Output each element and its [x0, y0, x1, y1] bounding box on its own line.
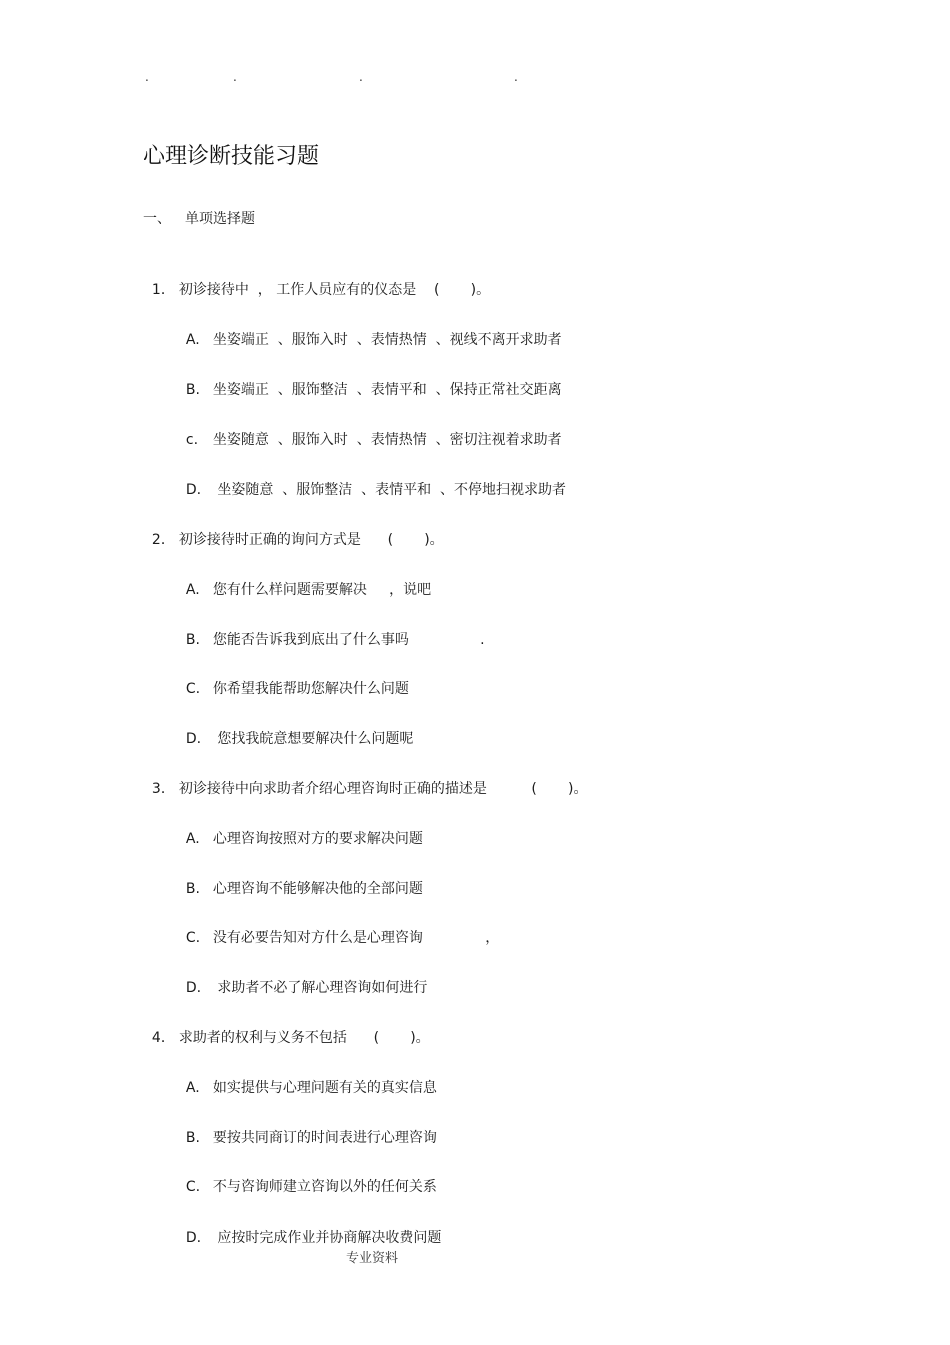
question-number: 2． — [151, 532, 175, 548]
question-4-option-c — [177, 1157, 437, 1197]
question-2 — [143, 510, 444, 550]
option-letter: D. — [185, 482, 202, 498]
option-letter: A. — [185, 582, 200, 598]
question-2-option-d — [177, 709, 413, 749]
option-text: 坐姿随意 、服饰整洁 、表情平和 、不停地扫视求助者 — [212, 482, 567, 498]
question-text: 初诊接待时正确的询问方式是 ( )。 — [178, 532, 444, 548]
option-text: 没有必要告知对方什么是心理咨询 ， — [212, 930, 500, 946]
question-text: 初诊接待中向求助者介绍心理咨询时正确的描述是 ( )。 — [178, 781, 588, 797]
page-footer: 专业资料 — [346, 1251, 399, 1266]
option-text: 您找我皖意想要解决什么问题呢 — [212, 731, 414, 747]
option-letter: B. — [185, 382, 200, 398]
question-1-option-a — [177, 310, 562, 350]
section-title: 单项选择题 — [185, 211, 255, 227]
option-letter: C. — [185, 930, 201, 946]
question-text: 初诊接待中 ， 工作人员应有的仪态是 ( )。 — [178, 282, 491, 298]
header-dot: . — [514, 70, 518, 84]
option-text: 如实提供与心理问题有关的真实信息 — [212, 1080, 437, 1096]
option-letter: A. — [185, 1080, 200, 1096]
option-text: 坐姿端正 、服饰入时 、表情热情 、视线不离开求助者 — [212, 332, 562, 348]
option-text: 求助者不必了解心理咨询如何进行 — [212, 980, 428, 996]
question-4-option-d — [177, 1208, 441, 1248]
option-letter: D. — [185, 731, 202, 747]
option-text: 您有什么样问题需要解决 ，说吧 — [212, 582, 432, 598]
option-text: 心理咨询不能够解决他的全部问题 — [212, 881, 423, 897]
option-letter: D. — [185, 1230, 202, 1246]
option-letter: B. — [185, 1130, 200, 1146]
question-4-option-b — [177, 1108, 437, 1148]
question-1-option-c — [177, 410, 562, 450]
option-text: 您能否告诉我到底出了什么事吗 . — [212, 632, 485, 648]
question-1 — [143, 260, 490, 300]
option-text: 坐姿随意 、服饰入时 、表情热情 、密切注视着求助者 — [212, 432, 562, 448]
header-dot: . — [233, 70, 237, 84]
option-letter: A. — [185, 332, 200, 348]
question-number: 4． — [151, 1030, 175, 1046]
option-letter: B. — [185, 632, 200, 648]
question-number: 3． — [151, 781, 175, 797]
option-letter: D. — [185, 980, 202, 996]
option-text: 不与咨询师建立咨询以外的任何关系 — [212, 1179, 437, 1195]
option-letter: C. — [185, 1179, 201, 1195]
section-number: 一、 — [143, 211, 171, 227]
option-text: 心理咨询按照对方的要求解决问题 — [212, 831, 423, 847]
question-text: 求助者的权利与义务不包括 ( )。 — [178, 1030, 430, 1046]
question-3-option-b — [177, 859, 423, 899]
section-heading — [143, 209, 255, 229]
question-2-option-b — [177, 610, 485, 650]
question-4-option-a — [177, 1058, 437, 1098]
question-4 — [143, 1008, 430, 1048]
option-letter: A. — [185, 831, 200, 847]
option-letter: B. — [185, 881, 200, 897]
question-3-option-a — [177, 809, 423, 849]
option-letter: C. — [185, 681, 201, 697]
option-text: 坐姿端正 、服饰整洁 、表情平和 、保持正常社交距离 — [212, 382, 562, 398]
option-text: 你希望我能帮助您解决什么问题 — [212, 681, 409, 697]
option-text: 应按时完成作业并协商解决收费问题 — [212, 1230, 442, 1246]
question-3 — [143, 759, 587, 799]
question-1-option-d — [177, 460, 566, 500]
question-1-option-b — [177, 360, 562, 400]
question-2-option-a — [177, 560, 431, 600]
option-text: 要按共同商订的时间表进行心理咨询 — [212, 1130, 437, 1146]
question-2-option-c — [177, 659, 409, 699]
question-3-option-c — [177, 908, 499, 948]
option-letter: c. — [185, 432, 199, 448]
question-3-option-d — [177, 958, 427, 998]
page-title: 心理诊断技能习题 — [143, 144, 320, 169]
header-dot: . — [359, 70, 363, 84]
question-number: 1． — [151, 282, 175, 298]
header-dot: . — [145, 70, 149, 84]
